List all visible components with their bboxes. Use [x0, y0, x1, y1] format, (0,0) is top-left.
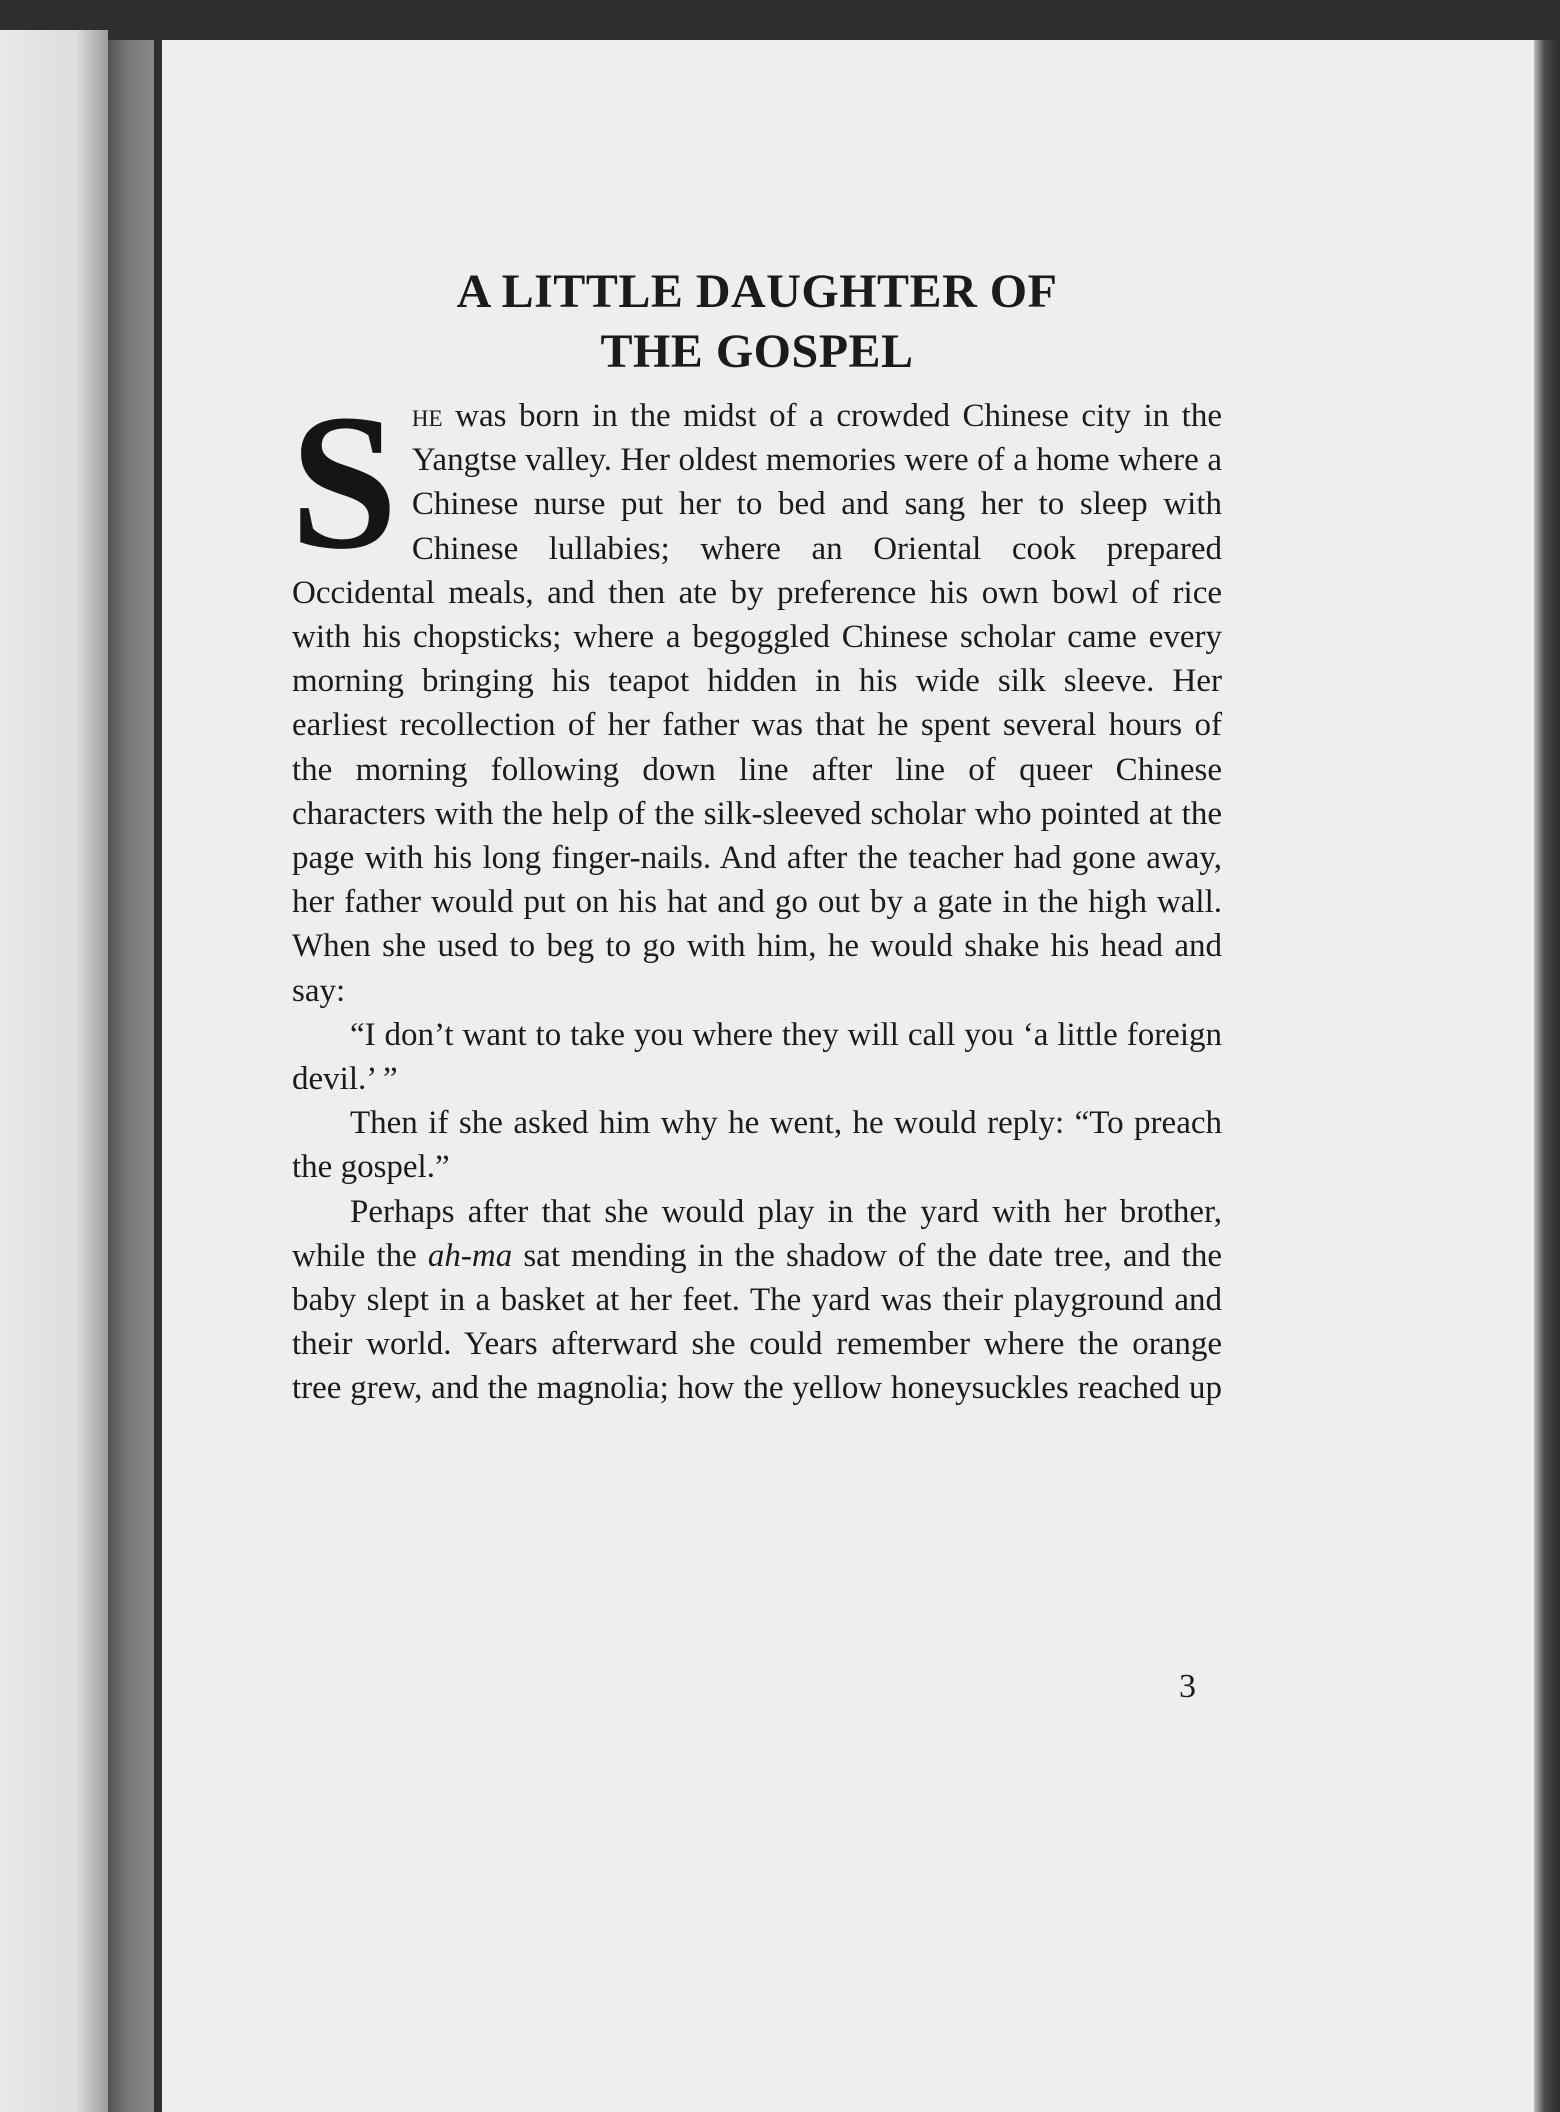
paragraph-4-text-b: sat mending in the shadow of the date tree, and the baby slept in a basket at her feet. The yard was their playground and their world. Years afterward she could remember where the orange tree grew, and the magnolia; how the yellow honeysuckles reached up — [292, 1237, 1222, 1407]
paragraph-1 — [290, 374, 1222, 1013]
page-number: 3 — [1179, 1668, 1196, 1705]
paragraph-4 — [292, 1190, 1222, 1411]
italic-term: ah-ma — [427, 1237, 513, 1274]
chapter-title-line-2: THE GOSPEL — [600, 325, 914, 378]
chapter-title-line-1: A LITTLE DAUGHTER OF — [456, 265, 1058, 318]
facing-page-edge — [0, 30, 108, 2112]
opening-small-caps: he — [411, 398, 443, 434]
book-gutter — [108, 40, 158, 2112]
chapter-title — [292, 262, 1222, 382]
page-content — [292, 262, 1222, 1411]
right-scan-border — [1534, 40, 1560, 2112]
paragraph-2: “I don’t want to take you where they will call you ‘a little foreign devil.’ ” — [292, 1016, 1222, 1098]
paragraph-1-text: was born in the midst of a crowded Chinese city in the Yangtse valley. Her oldest memories were of a home where a Chinese nurse put her to bed and sang her to sleep with Chinese lullabies; where an Oriental cook prepared Occidental meals, and then ate by preference his own bowl of rice with his chopsticks; where a begoggled Chinese scholar came every morning bringing his teapot hidden in his wide silk sleeve. Her earliest recollection of her father was that he spent several hours of the morning following down line after line of queer Chinese characters with the help of the silk-sleeved scholar who pointed at the page with his long finger-nails. And after the teacher had gone away, her father would put on his hat and go out by a gate in the high wall. When she used to beg to go with him, he would shake his head and say: — [292, 398, 1222, 1009]
paragraph-4-text-a: Perhaps after that she would play in the yard with her brother, while the — [292, 1193, 1222, 1274]
drop-cap: S — [290, 374, 398, 589]
gutter-shadow — [154, 40, 162, 2112]
top-scan-border — [0, 0, 1560, 40]
chapter-body — [290, 374, 1222, 1411]
paragraph-3: Then if she asked him why he went, he would reply: “To preach the gospel.” — [292, 1105, 1222, 1186]
